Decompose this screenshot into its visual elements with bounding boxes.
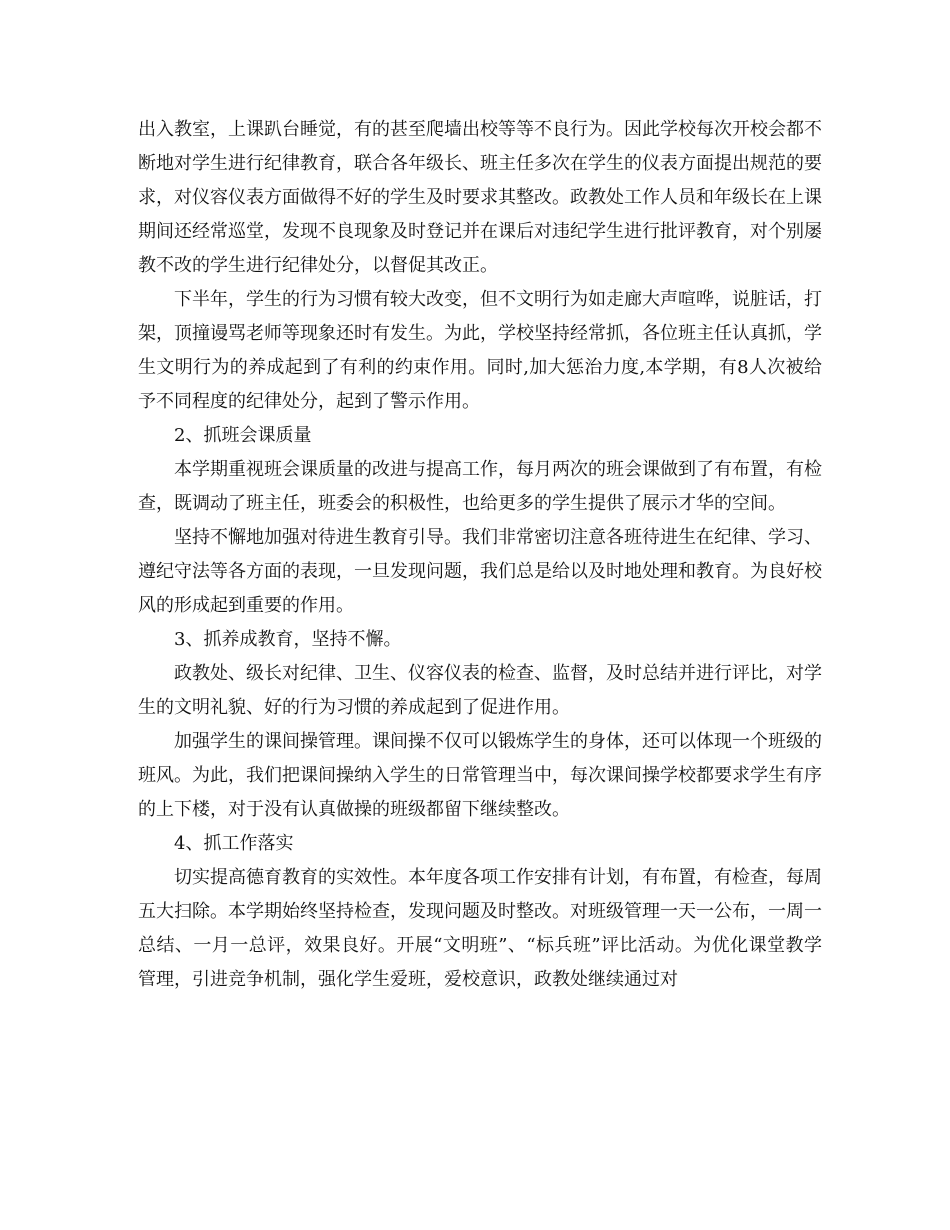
paragraph-inspection: 政教处、级长对纪律、卫生、仪容仪表的检查、监督，及时总结并进行评比，对学生的文明礼貌、好的行为习惯的养成起到了促进作用。 <box>138 663 822 718</box>
paragraph-continued: 出入教室，上课趴台睡觉，有的甚至爬墙出校等等不良行为。因此学校每次开校会都不断地对学生进行纪律教育，联合各年级长、班主任多次在学生的仪表方面提出规范的要求，对仪容仪表方面做得不好的学生及时要求其整改。政教处工作人员和年级长在上课期间还经常巡堂，发现不良现象及时登记并在课后对违纪学生进行批评教育，对个别屡教不改的学生进行纪律处分，以督促其改正。 <box>138 119 822 276</box>
section-heading-habit-education: 3、抓养成教育，坚持不懈。 <box>174 629 402 650</box>
document-body <box>138 113 822 997</box>
section-heading-work-implementation: 4、抓工作落实 <box>174 833 294 854</box>
paragraph-struggling-students: 坚持不懈地加强对待进生教育引导。我们非常密切注意各班待进生在纪律、学习、遵纪守法等各方面的表现，一旦发现问题，我们总是给以及时地处理和教育。为良好校风的形成起到重要的作用。 <box>138 527 822 616</box>
section-heading-class-meeting: 2、抓班会课质量 <box>174 425 312 446</box>
paragraph-class-meeting: 本学期重视班会课质量的改进与提高工作，每月两次的班会课做到了有布置，有检查，既调动了班主任，班委会的积极性，也给更多的学生提供了展示才华的空间。 <box>138 459 822 514</box>
paragraph-behavior-change: 下半年，学生的行为习惯有较大改变，但不文明行为如走廊大声喧哗，说脏话，打架，顶撞谩骂老师等现象还时有发生。为此，学校坚持经常抓，各位班主任认真抓，学生文明行为的养成起到了有利的约束作用。同时,加大惩治力度,本学期，有8人次被给予不同程度的纪律处分，起到了警示作用。 <box>138 289 822 412</box>
paragraph-exercise-management: 加强学生的课间操管理。课间操不仅可以锻炼学生的身体，还可以体现一个班级的班风。为此，我们把课间操纳入学生的日常管理当中，每次课间操学校都要求学生有序的上下楼，对于没有认真做操的班级都留下继续整改。 <box>138 731 822 820</box>
paragraph-effectiveness: 切实提高德育教育的实效性。本年度各项工作安排有计划，有布置，有检查，每周五大扫除。本学期始终坚持检查，发现问题及时整改。对班级管理一天一公布，一周一总结、一月一总评，效果良好。开展“文明班”、“标兵班”评比活动。为优化课堂教学管理，引进竞争机制，强化学生爱班，爱校意识，政教处继续通过对 <box>138 867 822 990</box>
